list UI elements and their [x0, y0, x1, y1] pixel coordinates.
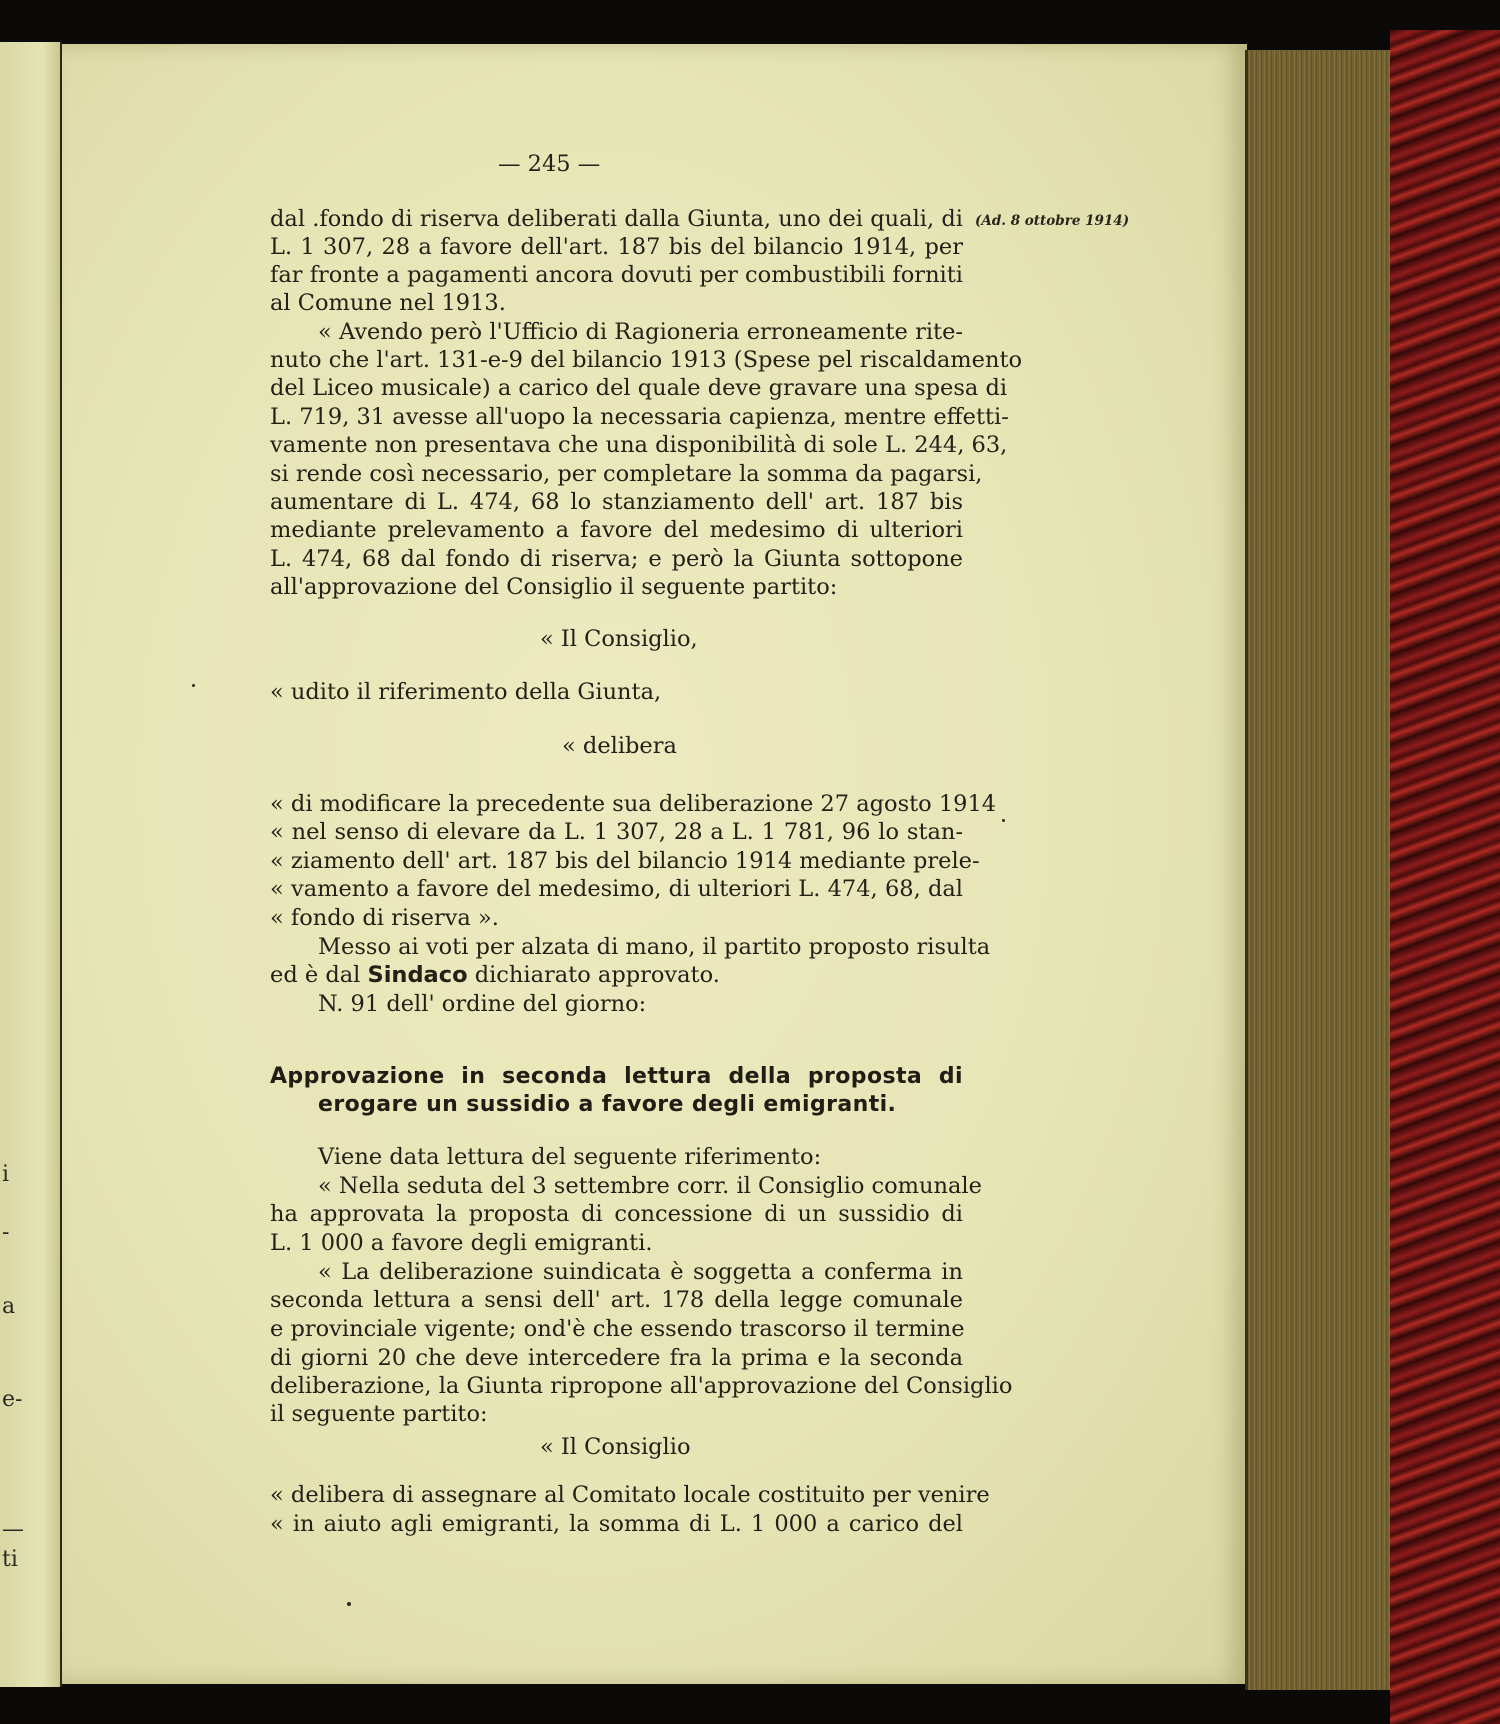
- text-line: mediante prelevamento a favore del medesimo di ulteriori: [270, 517, 963, 543]
- text-line: il seguente partito:: [270, 1401, 488, 1427]
- text-line: « nel senso di elevare da L. 1 307, 28 a L. 1 781, 96 lo stan-: [270, 819, 963, 845]
- text-line: L. 1 000 a favore degli emigranti.: [270, 1230, 653, 1256]
- text-line: di giorni 20 che deve intercedere fra la prima e la seconda: [270, 1345, 963, 1371]
- text-line: ha approvata la proposta di concessione di un sussidio di: [270, 1201, 963, 1227]
- order-of-day: N. 91 dell' ordine del giorno:: [318, 991, 647, 1017]
- left-page-fragment: ti: [2, 1547, 18, 1572]
- text-line: aumentare di L. 474, 68 lo stanziamento dell' art. 187 bis: [270, 489, 963, 515]
- left-page-fragment: -: [2, 1220, 10, 1245]
- text-line: « La deliberazione suindicata è soggetta a conferma in: [318, 1259, 963, 1285]
- section-heading: erogare un sussidio a favore degli emigranti.: [318, 1092, 897, 1117]
- text-line: L. 1 307, 28 a favore dell'art. 187 bis del bilancio 1914, per: [270, 234, 963, 260]
- text-line: del Liceo musicale) a carico del quale deve gravare una spesa di: [270, 375, 1008, 401]
- page-number: — 245 —: [498, 151, 601, 177]
- text-line: Viene data lettura del seguente riferimento:: [318, 1144, 822, 1170]
- text-line: nuto che l'art. 131-e-9 del bilancio 1913 (Spese pel riscaldamento: [270, 347, 1023, 373]
- text-line: « di modificare la precedente sua deliberazione 27 agosto 1914: [270, 791, 997, 817]
- margin-date-note: (Ad. 8 ottobre 1914): [975, 213, 1130, 229]
- text-line: vamente non presentava che una disponibilità di sole L. 244, 63,: [270, 432, 1008, 458]
- left-page-fragment: e-: [2, 1387, 23, 1412]
- left-page-fragment: a: [2, 1294, 16, 1319]
- section-heading: Approvazione in seconda lettura della proposta di: [270, 1064, 963, 1089]
- page-block-edge: [1245, 50, 1396, 1690]
- marbled-cover: [1390, 30, 1500, 1724]
- il-consiglio-heading: « Il Consiglio: [540, 1434, 691, 1460]
- left-page-fragment: —: [2, 1517, 24, 1542]
- left-page-fragment: i: [2, 1162, 10, 1187]
- text-line: ed è dal Sindaco dichiarato approvato.: [270, 962, 720, 988]
- left-facing-page: [0, 42, 62, 1687]
- text-line: far fronte a pagamenti ancora dovuti per combustibili forniti: [270, 262, 963, 288]
- text-line: « vamento a favore del medesimo, di ulteriori L. 474, 68, dal: [270, 876, 963, 902]
- delibera-heading: « delibera: [562, 733, 677, 759]
- text-line: dal .fondo di riserva deliberati dalla Giunta, uno dei quali, di: [270, 206, 963, 232]
- text-line: « Nella seduta del 3 settembre corr. il Consiglio comunale: [318, 1173, 982, 1199]
- text-line: deliberazione, la Giunta ripropone all'approvazione del Consiglio: [270, 1373, 1013, 1399]
- udito-line: « udito il riferimento della Giunta,: [270, 679, 662, 705]
- text-line: e provinciale vigente; ond'è che essendo trascorso il termine: [270, 1316, 965, 1342]
- il-consiglio-heading: « Il Consiglio,: [540, 626, 698, 652]
- text-line: « Avendo però l'Ufficio di Ragioneria erroneamente rite-: [318, 319, 963, 345]
- text-line: « delibera di assegnare al Comitato locale costituito per venire: [270, 1482, 990, 1508]
- text-line: Messo ai voti per alzata di mano, il partito proposto risulta: [318, 934, 991, 960]
- text-line: si rende così necessario, per completare la somma da pagarsi,: [270, 461, 983, 487]
- text-line: « fondo di riserva ».: [270, 905, 499, 931]
- text-line: seconda lettura a sensi dell' art. 178 della legge comunale: [270, 1287, 963, 1313]
- text-line: L. 719, 31 avesse all'uopo la necessaria capienza, mentre effetti-: [270, 404, 1009, 430]
- text-line: all'approvazione del Consiglio il seguente partito:: [270, 574, 838, 600]
- text-line: « ziamento dell' art. 187 bis del bilancio 1914 mediante prele-: [270, 848, 980, 874]
- text-line: L. 474, 68 dal fondo di riserva; e però la Giunta sottopone: [270, 546, 963, 572]
- text-line: « in aiuto agli emigranti, la somma di L. 1 000 a carico del: [270, 1511, 963, 1537]
- text-line: al Comune nel 1913.: [270, 290, 506, 316]
- sindaco-word: Sindaco: [367, 962, 468, 988]
